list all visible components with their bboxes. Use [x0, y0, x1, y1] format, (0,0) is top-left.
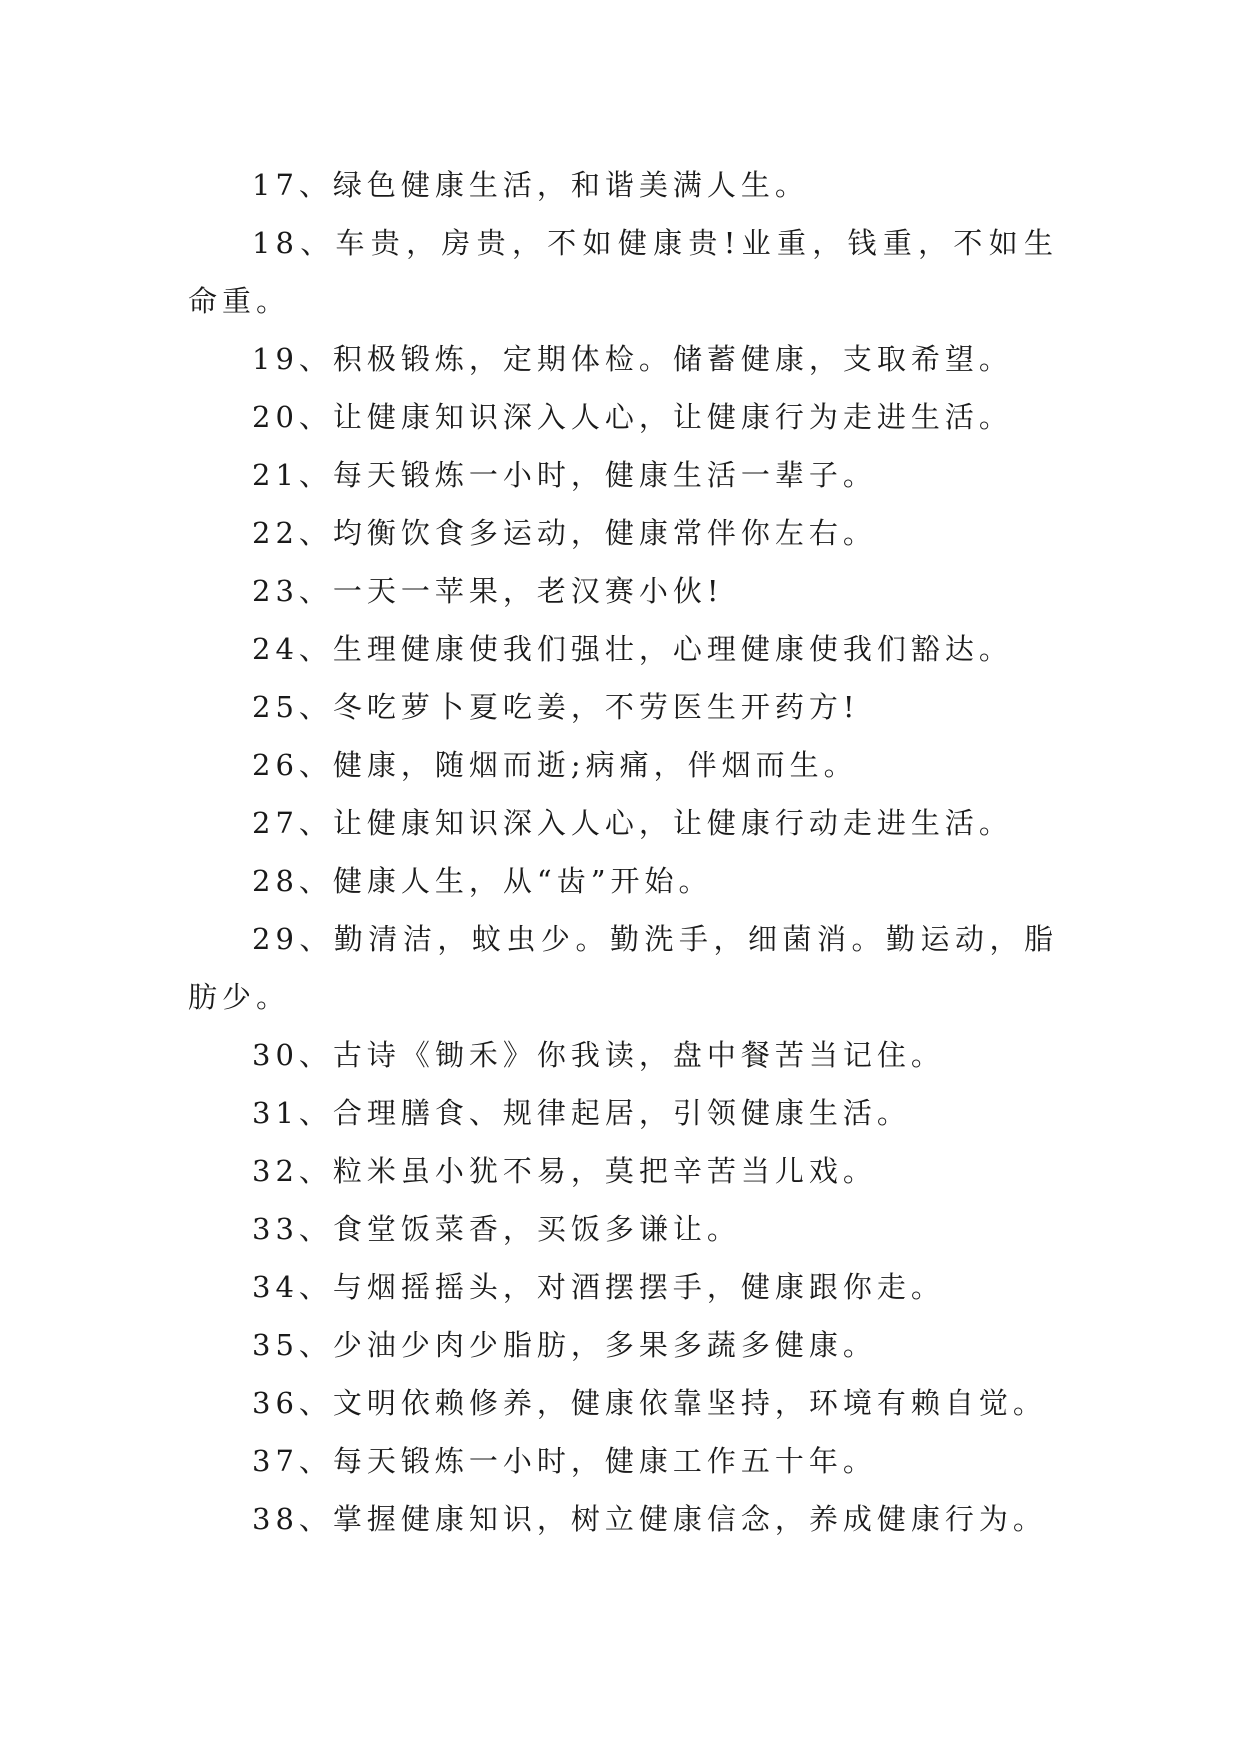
list-item: 35、少油少肉少脂肪，多果多蔬多健康。 [252, 1328, 877, 1362]
list-item: 19、积极锻炼，定期体检。储蓄健康，支取希望。 [252, 342, 1013, 376]
list-item: 21、每天锻炼一小时，健康生活一辈子。 [252, 458, 877, 492]
list-item: 30、古诗《锄禾》你我读，盘中餐苦当记住。 [252, 1038, 945, 1072]
list-item: 25、冬吃萝卜夏吃姜，不劳医生开药方! [252, 690, 860, 724]
list-item: 18、车贵，房贵，不如健康贵!业重，钱重，不如生命重。 [188, 226, 1058, 318]
slogan-list [188, 156, 1058, 1548]
list-item: 31、合理膳食、规律起居，引领健康生活。 [252, 1096, 911, 1130]
list-item: 32、粒米虽小犹不易，莫把辛苦当儿戏。 [252, 1154, 877, 1188]
list-item: 23、一天一苹果，老汉赛小伙! [252, 574, 724, 608]
list-item: 24、生理健康使我们强壮，心理健康使我们豁达。 [252, 632, 1013, 666]
list-item: 27、让健康知识深入人心，让健康行动走进生活。 [252, 806, 1013, 840]
list-item: 37、每天锻炼一小时，健康工作五十年。 [252, 1444, 877, 1478]
list-item: 22、均衡饮食多运动，健康常伴你左右。 [252, 516, 877, 550]
list-item: 36、文明依赖修养，健康依靠坚持，环境有赖自觉。 [252, 1386, 1047, 1420]
list-item: 29、勤清洁，蚊虫少。勤洗手，细菌消。勤运动，脂肪少。 [188, 922, 1058, 1014]
list-item: 26、健康，随烟而逝;病痛，伴烟而生。 [252, 748, 858, 782]
list-item: 33、食堂饭菜香，买饭多谦让。 [252, 1212, 741, 1246]
list-item: 38、掌握健康知识，树立健康信念，养成健康行为。 [252, 1502, 1047, 1536]
list-item: 34、与烟摇摇头，对酒摆摆手，健康跟你走。 [252, 1270, 945, 1304]
list-item: 28、健康人生，从“齿”开始。 [252, 864, 713, 898]
list-item: 17、绿色健康生活，和谐美满人生。 [252, 168, 809, 202]
list-item: 20、让健康知识深入人心，让健康行为走进生活。 [252, 400, 1013, 434]
